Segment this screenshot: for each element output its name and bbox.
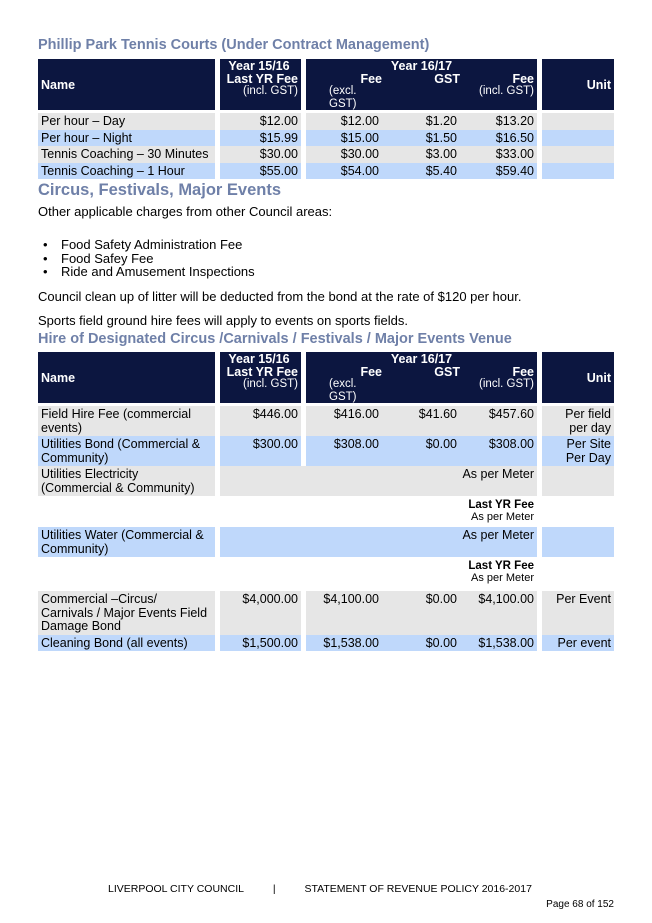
table-row-water-last-yr: Last YR Fee As per Meter [38,557,614,588]
header-name: Name [38,352,215,403]
table-row: Utilities Bond (Commercial & Community) $300.00 $308.00 $0.00 $308.00 Per Site Per Day [38,436,614,466]
table-row: Tennis Coaching – 30 Minutes $30.00 $30.00 $3.00 $33.00 [38,146,614,163]
venue-fee-table [38,352,614,651]
section-title-hire-venue: Hire of Designated Circus /Carnivals / Festivals / Major Events Venue [38,331,512,347]
sports-field-text: Sports field ground hire fees will apply to events on sports fields. [38,313,408,328]
table-row-electricity-last-yr: Last YR Fee As per Meter [38,496,614,527]
list-item: • Food Safey Fee [38,252,255,266]
page-number: Page 68 of 152 [546,899,614,910]
table-row: Cleaning Bond (all events) $1,500.00 $1,538.00 $0.00 $1,538.00 Per event [38,635,614,652]
table-row: Per hour – Day $12.00 $12.00 $1.20 $13.20 [38,113,614,130]
table-row: Commercial –Circus/ Carnivals / Major Events Field Damage Bond $4,000.00 $4,100.00 $0.00 $4,100.00 Per Event [38,591,614,635]
footer-divider: | [272,883,276,895]
table-row: Per hour – Night $15.99 $15.00 $1.50 $16.50 [38,130,614,147]
intro-text: Other applicable charges from other Council areas: [38,204,333,219]
section-title-circus: Circus, Festivals, Major Events [38,181,282,199]
list-item: • Ride and Amusement Inspections [38,265,255,279]
litter-clean-up-text: Council clean up of litter will be deducted from the bond at the rate of $120 per hour. [38,289,522,304]
table-row-water: Utilities Water (Commercial & Community) As per Meter [38,527,614,557]
header-unit: Unit [542,352,614,403]
header-name: Name [38,59,215,110]
footer-org: LIVERPOOL CITY COUNCIL [108,883,244,895]
header-year1617: Year 16/17 Fee (excl. GST) GST Fee (incl. GST) [306,59,537,110]
header-year1516: Year 15/16 Last YR Fee (incl. GST) [220,59,301,110]
header-year1516: Year 15/16 Last YR Fee (incl. GST) [220,352,301,403]
table-row-electricity: Utilities Electricity (Commercial & Community) As per Meter [38,466,614,496]
table-row: Tennis Coaching – 1 Hour $55.00 $54.00 $5.40 $59.40 [38,163,614,180]
header-year1617: Year 16/17 Fee (excl. GST) GST Fee (incl. GST) [306,352,537,403]
page-footer [108,883,532,895]
list-item: • Food Safety Administration Fee [38,238,255,252]
tennis-fee-table [38,59,614,179]
charges-list [38,238,255,279]
header-unit: Unit [542,59,614,110]
table-row: Field Hire Fee (commercial events) $446.00 $416.00 $41.60 $457.60 Per field per day [38,406,614,436]
footer-document-title: STATEMENT OF REVENUE POLICY 2016-2017 [304,883,532,895]
section-title-tennis: Phillip Park Tennis Courts (Under Contract Management) [38,37,430,53]
